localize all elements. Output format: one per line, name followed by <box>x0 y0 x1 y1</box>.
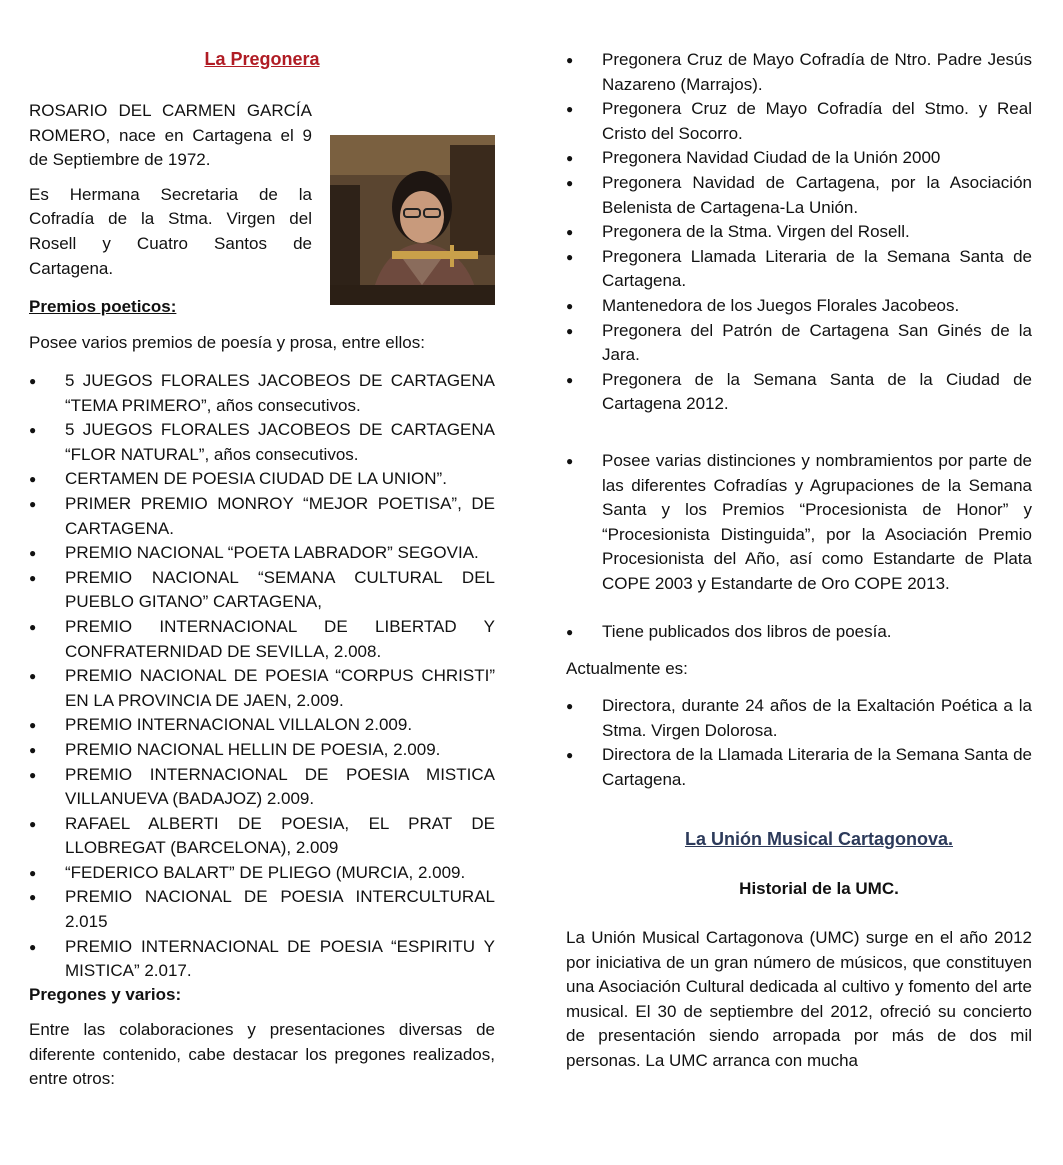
umc-paragraph: La Unión Musical Cartagonova (UMC) surge en el año 2012 por iniciativa de un gran número de músicos, que constituyen una Asociación Cultural dedicada al cultivo y fomento del arte musical. El 30 de septiembre del 2012, ofreció su concierto de presentación siendo arropada por más de dos mil personas. La UMC arranca con mucha <box>566 928 1032 1070</box>
list-item: ● PREMIO NACIONAL DE POESIA “CORPUS CHRISTI” EN LA PROVINCIA DE JAEN, 2.009. <box>29 664 495 713</box>
umc-title-wrap <box>566 829 1052 850</box>
list-item: ● PREMIO NACIONAL “POETA LABRADOR” SEGOVIA. <box>29 541 495 566</box>
list-item: ● 5 JUEGOS FLORALES JACOBEOS DE CARTAGENA “TEMA PRIMERO”, años consecutivos. <box>29 369 495 418</box>
list-item: ● Mantenedora de los Juegos Florales Jacobeos. <box>566 294 1032 319</box>
distinciones-list <box>566 449 1032 597</box>
list-item: ● RAFAEL ALBERTI DE POESIA, EL PRAT DE LLOBREGAT (BARCELONA), 2.009 <box>29 812 495 861</box>
portrait-photo <box>330 135 495 305</box>
list-item: ● 5 JUEGOS FLORALES JACOBEOS DE CARTAGENA “FLOR NATURAL”, años consecutivos. <box>29 418 495 467</box>
list-item: ● Posee varias distinciones y nombramientos por parte de las diferentes Cofradías y Agrupaciones de la Semana Santa y los Premios “Procesionista de Honor” y “Procesionista Distinguida”, por la Asociación Premio Procesionista del Año, así como Estandarte de Plata COPE 2003 y Estandarte de Oro COPE 2013. <box>566 449 1032 597</box>
pregones-list <box>566 48 1032 417</box>
premios-list <box>29 369 495 984</box>
list-item: ● Directora, durante 24 años de la Exaltación Poética a la Stma. Virgen Dolorosa. <box>566 694 1032 743</box>
pregones-intro: Entre las colaboraciones y presentaciones diversas de diferente contenido, cabe destacar los pregones realizados, entre otros: <box>29 1020 495 1089</box>
list-item: ● Pregonera Navidad de Cartagena, por la Asociación Belenista de Cartagena-La Unión. <box>566 171 1032 220</box>
pregones-heading: Pregones y varios: <box>29 985 182 1004</box>
list-item: ● PREMIO NACIONAL HELLIN DE POESIA, 2.009. <box>29 738 495 763</box>
premios-heading: Premios poeticos: <box>29 297 177 316</box>
list-item: ● CERTAMEN DE POESIA CIUDAD DE LA UNION”. <box>29 467 495 492</box>
list-item: ● Directora de la Llamada Literaria de la Semana Santa de Cartagena. <box>566 743 1032 792</box>
list-item: ● “FEDERICO BALART” DE PLIEGO (MURCIA, 2.009. <box>29 861 495 886</box>
list-item: ● PRIMER PREMIO MONROY “MEJOR POETISA”, DE CARTAGENA. <box>29 492 495 541</box>
list-item: ● Pregonera Cruz de Mayo Cofradía del Stmo. y Real Cristo del Socorro. <box>566 97 1032 146</box>
list-item: ● PREMIO INTERNACIONAL DE POESIA “ESPIRITU Y MISTICA” 2.017. <box>29 935 495 984</box>
list-item: ● Pregonera del Patrón de Cartagena San Ginés de la Jara. <box>566 319 1032 368</box>
intro-paragraph-2: Es Hermana Secretaria de la Cofradía de la Stma. Virgen del Rosell y Cuatro Santos de Cartagena. <box>29 184 312 278</box>
section-title-pregonera: La Pregonera <box>204 49 320 69</box>
actualmente-list <box>566 694 1032 792</box>
list-item: ● PREMIO INTERNACIONAL DE LIBERTAD Y CONFRATERNIDAD DE SEVILLA, 2.008. <box>29 615 495 664</box>
list-item: ● Pregonera Cruz de Mayo Cofradía de Ntro. Padre Jesús Nazareno (Marrajos). <box>566 48 1032 97</box>
list-item: ● Pregonera Llamada Literaria de la Semana Santa de Cartagena. <box>566 245 1032 294</box>
list-item: ● PREMIO NACIONAL DE POESIA INTERCULTURAL 2.015 <box>29 885 495 934</box>
list-item: ● PREMIO INTERNACIONAL DE POESIA MISTICA VILLANUEVA (BADAJOZ) 2.009. <box>29 763 495 812</box>
umc-subtitle: Historial de la UMC. <box>739 879 899 898</box>
actualmente-heading: Actualmente es: <box>566 659 688 678</box>
intro-paragraph-1: ROSARIO DEL CARMEN GARCÍA ROMERO, nace en Cartagena el 9 de Septiembre de 1972. <box>29 101 312 170</box>
libros-list <box>566 620 1032 645</box>
list-item: ● Pregonera de la Stma. Virgen del Rosell. <box>566 220 1032 245</box>
list-item: ● PREMIO NACIONAL “SEMANA CULTURAL DEL PUEBLO GITANO” CARTAGENA, <box>29 566 495 615</box>
intro-block <box>29 99 495 305</box>
list-item: ● Pregonera Navidad Ciudad de la Unión 2000 <box>566 146 1032 171</box>
section-title-umc: La Unión Musical Cartagonova. <box>684 829 954 849</box>
premios-intro: Posee varios premios de poesía y prosa, entre ellos: <box>29 333 425 352</box>
list-item: ● Pregonera de la Semana Santa de la Ciudad de Cartagena 2012. <box>566 368 1032 417</box>
list-item: ● PREMIO INTERNACIONAL VILLALON 2.009. <box>29 713 495 738</box>
list-item: ● Tiene publicados dos libros de poesía. <box>566 620 1032 645</box>
